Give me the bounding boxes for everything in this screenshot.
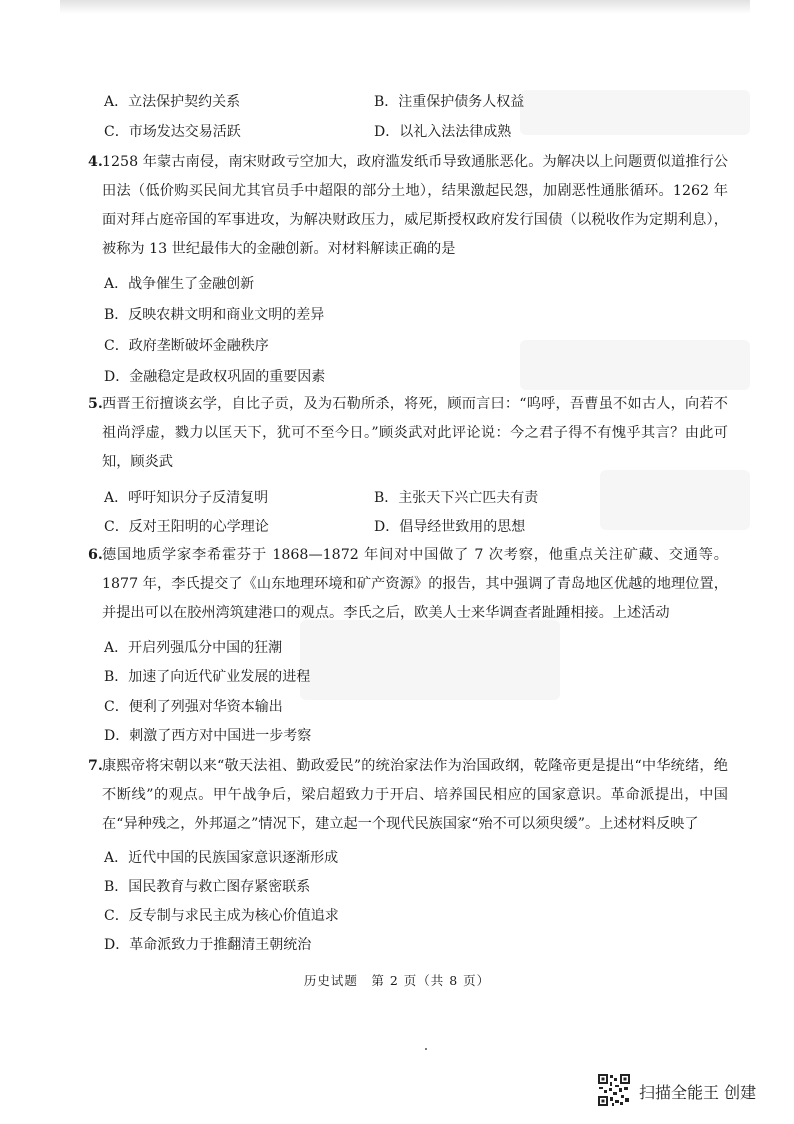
q4-option-a: A．战争催生了金融创新 bbox=[104, 276, 255, 292]
q5-option-d: D．倡导经世致用的思想 bbox=[374, 519, 526, 535]
question-number: 5. bbox=[88, 396, 103, 412]
q4-option-c: C．政府垄断破坏金融秩序 bbox=[104, 338, 269, 354]
question-6 bbox=[88, 541, 728, 628]
q7-option-d: D．革命派致力于推翻清王朝统治 bbox=[104, 937, 312, 953]
question-7 bbox=[88, 752, 728, 839]
q3-option-c: C．市场发达交易活跃 bbox=[104, 124, 241, 140]
q4-option-d: D．金融稳定是政权巩固的重要因素 bbox=[104, 369, 326, 385]
q5-option-c: C．反对王阳明的心学理论 bbox=[104, 519, 269, 535]
q5-options-row-1 bbox=[104, 487, 724, 509]
scan-edge-shadow bbox=[60, 0, 750, 14]
q5-option-b: B．主张天下兴亡匹夫有责 bbox=[374, 490, 539, 506]
q4-option-b: B．反映农耕文明和商业文明的差异 bbox=[104, 307, 325, 323]
question-stem: 德国地质学家李希霍芬于 1868—1872 年间对中国做了 7 次考察，他重点关注矿藏、交通等。1877 年，李氏提交了《山东地理环境和矿产资源》的报告，其中强调了青岛地区优越的地理位置，并提出可以在胶州湾筑建港口的观点。李氏之后，欧美人士来华调查者趾踵相接。上述活动 bbox=[102, 547, 728, 621]
q6-option-c: C．便利了列强对华资本输出 bbox=[104, 699, 283, 715]
q3-option-a: A．立法保护契约关系 bbox=[104, 94, 241, 110]
question-stem: 1258 年蒙古南侵，南宋财政亏空加大，政府滥发纸币导致通胀恶化。为解决以上问题贾似道推行公田法（低价购买民间尤其官员手中超限的部分土地），结果激起民怨，加剧恶性通胀循环。1262 年面对拜占庭帝国的军事进攻，为解决财政压力，威尼斯授权政府发行国债（以税收作为定期利息），被称为 13 世纪最伟大的金融创新。对材料解读正确的是 bbox=[102, 154, 728, 257]
qr-code-icon bbox=[597, 1073, 631, 1107]
scanner-watermark-text: 扫描全能王 创建 bbox=[639, 1083, 757, 1102]
question-number: 4. bbox=[88, 154, 103, 170]
scan-speck bbox=[425, 1048, 427, 1050]
question-stem: 康熙帝将宋朝以来“敬天法祖、勤政爱民”的统治家法作为治国政纲，乾隆帝更是提出“中华统绪，绝不断线”的观点。甲午战争后，梁启超致力于开启、培养国民相应的国家意识。革命派提出，中国在“异种残之，外邦逼之”情况下，建立起一个现代民族国家“殆不可以须臾缓”。上述材料反映了 bbox=[102, 758, 728, 832]
question-stem: 西晋王衍擅谈玄学，自比子贡，及为石勒所杀，将死，顾而言曰：“呜呼，吾曹虽不如古人，向若不祖尚浮虚，戮力以匡天下，犹可不至今日。”顾炎武对此评论说：今之君子得不有愧乎其言？由此可知，顾炎武 bbox=[102, 396, 728, 470]
bleed-through-smudge bbox=[520, 340, 750, 390]
question-5 bbox=[88, 390, 728, 477]
q3-options-row-1 bbox=[104, 91, 724, 113]
q6-option-d: D．刺激了西方对中国进一步考察 bbox=[104, 728, 312, 744]
q3-option-b: B．注重保护债务人权益 bbox=[374, 94, 525, 110]
q3-options-row-2 bbox=[104, 121, 724, 143]
q5-options-row-2 bbox=[104, 516, 724, 538]
q3-option-d: D．以礼入法法律成熟 bbox=[374, 124, 512, 140]
question-number: 6. bbox=[88, 547, 103, 563]
q7-option-c: C．反专制与求民主成为核心价值追求 bbox=[104, 908, 339, 924]
page-footer: 历史试题 第 2 页（共 8 页） bbox=[303, 973, 491, 988]
q7-option-b: B．国民教育与救亡图存紧密联系 bbox=[104, 879, 311, 895]
scanner-watermark bbox=[597, 1073, 777, 1113]
question-number: 7. bbox=[88, 758, 103, 774]
q6-option-b: B．加速了向近代矿业发展的进程 bbox=[104, 669, 311, 685]
q6-option-a: A．开启列强瓜分中国的狂潮 bbox=[104, 640, 283, 656]
bleed-through-smudge bbox=[300, 620, 560, 700]
question-4 bbox=[88, 148, 728, 264]
q7-option-a: A．近代中国的民族国家意识逐渐形成 bbox=[104, 850, 339, 866]
q5-option-a: A．呼吁知识分子反清复明 bbox=[104, 490, 269, 506]
